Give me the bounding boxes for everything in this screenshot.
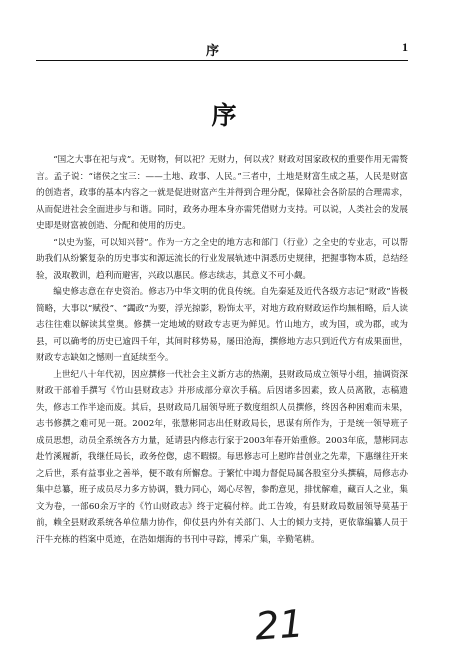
running-header [36, 40, 408, 58]
paragraph: “国之大事在祀与戎”。无财物，何以祀？无财力，何以戎？财政对国家政权的重要作用无需赘言。孟子说：“诸侯之宝三：——土地、政事、人民。”三者中，土地是财富生成之基，人民是财富的创造者，政事的基本内容之一就是促进财富产生并得到合理分配，保障社会各阶层的合理需求，从而促进社会全面进步与和谐。同时，政务办理本身亦需凭借财力支持。可以说，人类社会的发展史即是财富被创造、分配和使用的历史。 [36, 155, 408, 231]
page-number: 1 [402, 40, 408, 54]
header-rule [36, 60, 408, 61]
paragraph: “以史为鉴，可以知兴替”。作为一方之全史的地方志和部门（行业）之全史的专业志，可以帮助我们从纷繁复杂的历史事实和源远流长的行业发展轨迹中洞悉历史规律，把握事物本质，总结经验，汲取教训，趋利而避害，兴政以惠民。修志续志，其意义不可小觑。 [36, 237, 408, 281]
paragraph: 上世纪八十年代初，因应撰修一代社会主义新方志的热潮，县财政局成立领导小组，抽调资深财政干部着手撰写《竹山县财政志》并形成部分章次手稿。后因诸多因素，致人员离散，志稿遗失，修志工作半途而废。其后，县财政局几届领导班子数度组织人员撰修，终因各种困难而未果，志书修撰之难可见一斑。2002年，张慧彬同志出任财政局长，思谋有所作为，于是统一领导班子成员思想，动员全系统各方力量，延请县内修志行家于2003年春开始重修。2003年底，慧彬同志赴竹溪履新，我继任局长，政务倥偬，虑不暇辍。每思修志可上慰昨昔创业之先辈，下惠继往开来之后世，系有益事业之善举，便不敢有所懈怠。于繁忙中竭力督促局属各股室分头撰稿，局修志办集中总纂，班子成员尽力多方协调，戮力同心，竭心尽智，参酌意见，排忧解难，藏百人之业，集文为卷，一部60余万字的《竹山财政志》终于定稿付梓。此工告竣，有县财政局数届领导莫基于前，赖全县财政系统各单位鼎力协作，仰仗县内外有关部门、人士的倾力支持，更依靠编纂人员于汗牛充栋的档案中觅迹，在浩如烟海的书刊中寻踪，博采广集，辛勤笔耕。 [36, 369, 408, 545]
chapter-title: 序 [211, 101, 239, 130]
running-title: 序 [206, 44, 220, 59]
paragraph: 编史修志意在存史资治。修志乃中华文明的优良传统。自先秦延及近代各级方志记“财政”皆极简略，大事以“赋役”、“蠲政”为要，浮光掠影，粉饰太平，对地方政府财政运作均無相略，后人读志往往难以解读其堂奥。修撰一定地域的财政专志更为鲜见。竹山地方，或为国，或为郡，或为县，可以确考的历史已逾四千年，其间时移势易，屡田沧海，撰修地方志只到近代方有成果面世，财政专志缺如之憾则一直延续至今。 [36, 287, 408, 363]
handwritten-page-mark: 21 [253, 601, 305, 649]
body-text [36, 152, 408, 548]
